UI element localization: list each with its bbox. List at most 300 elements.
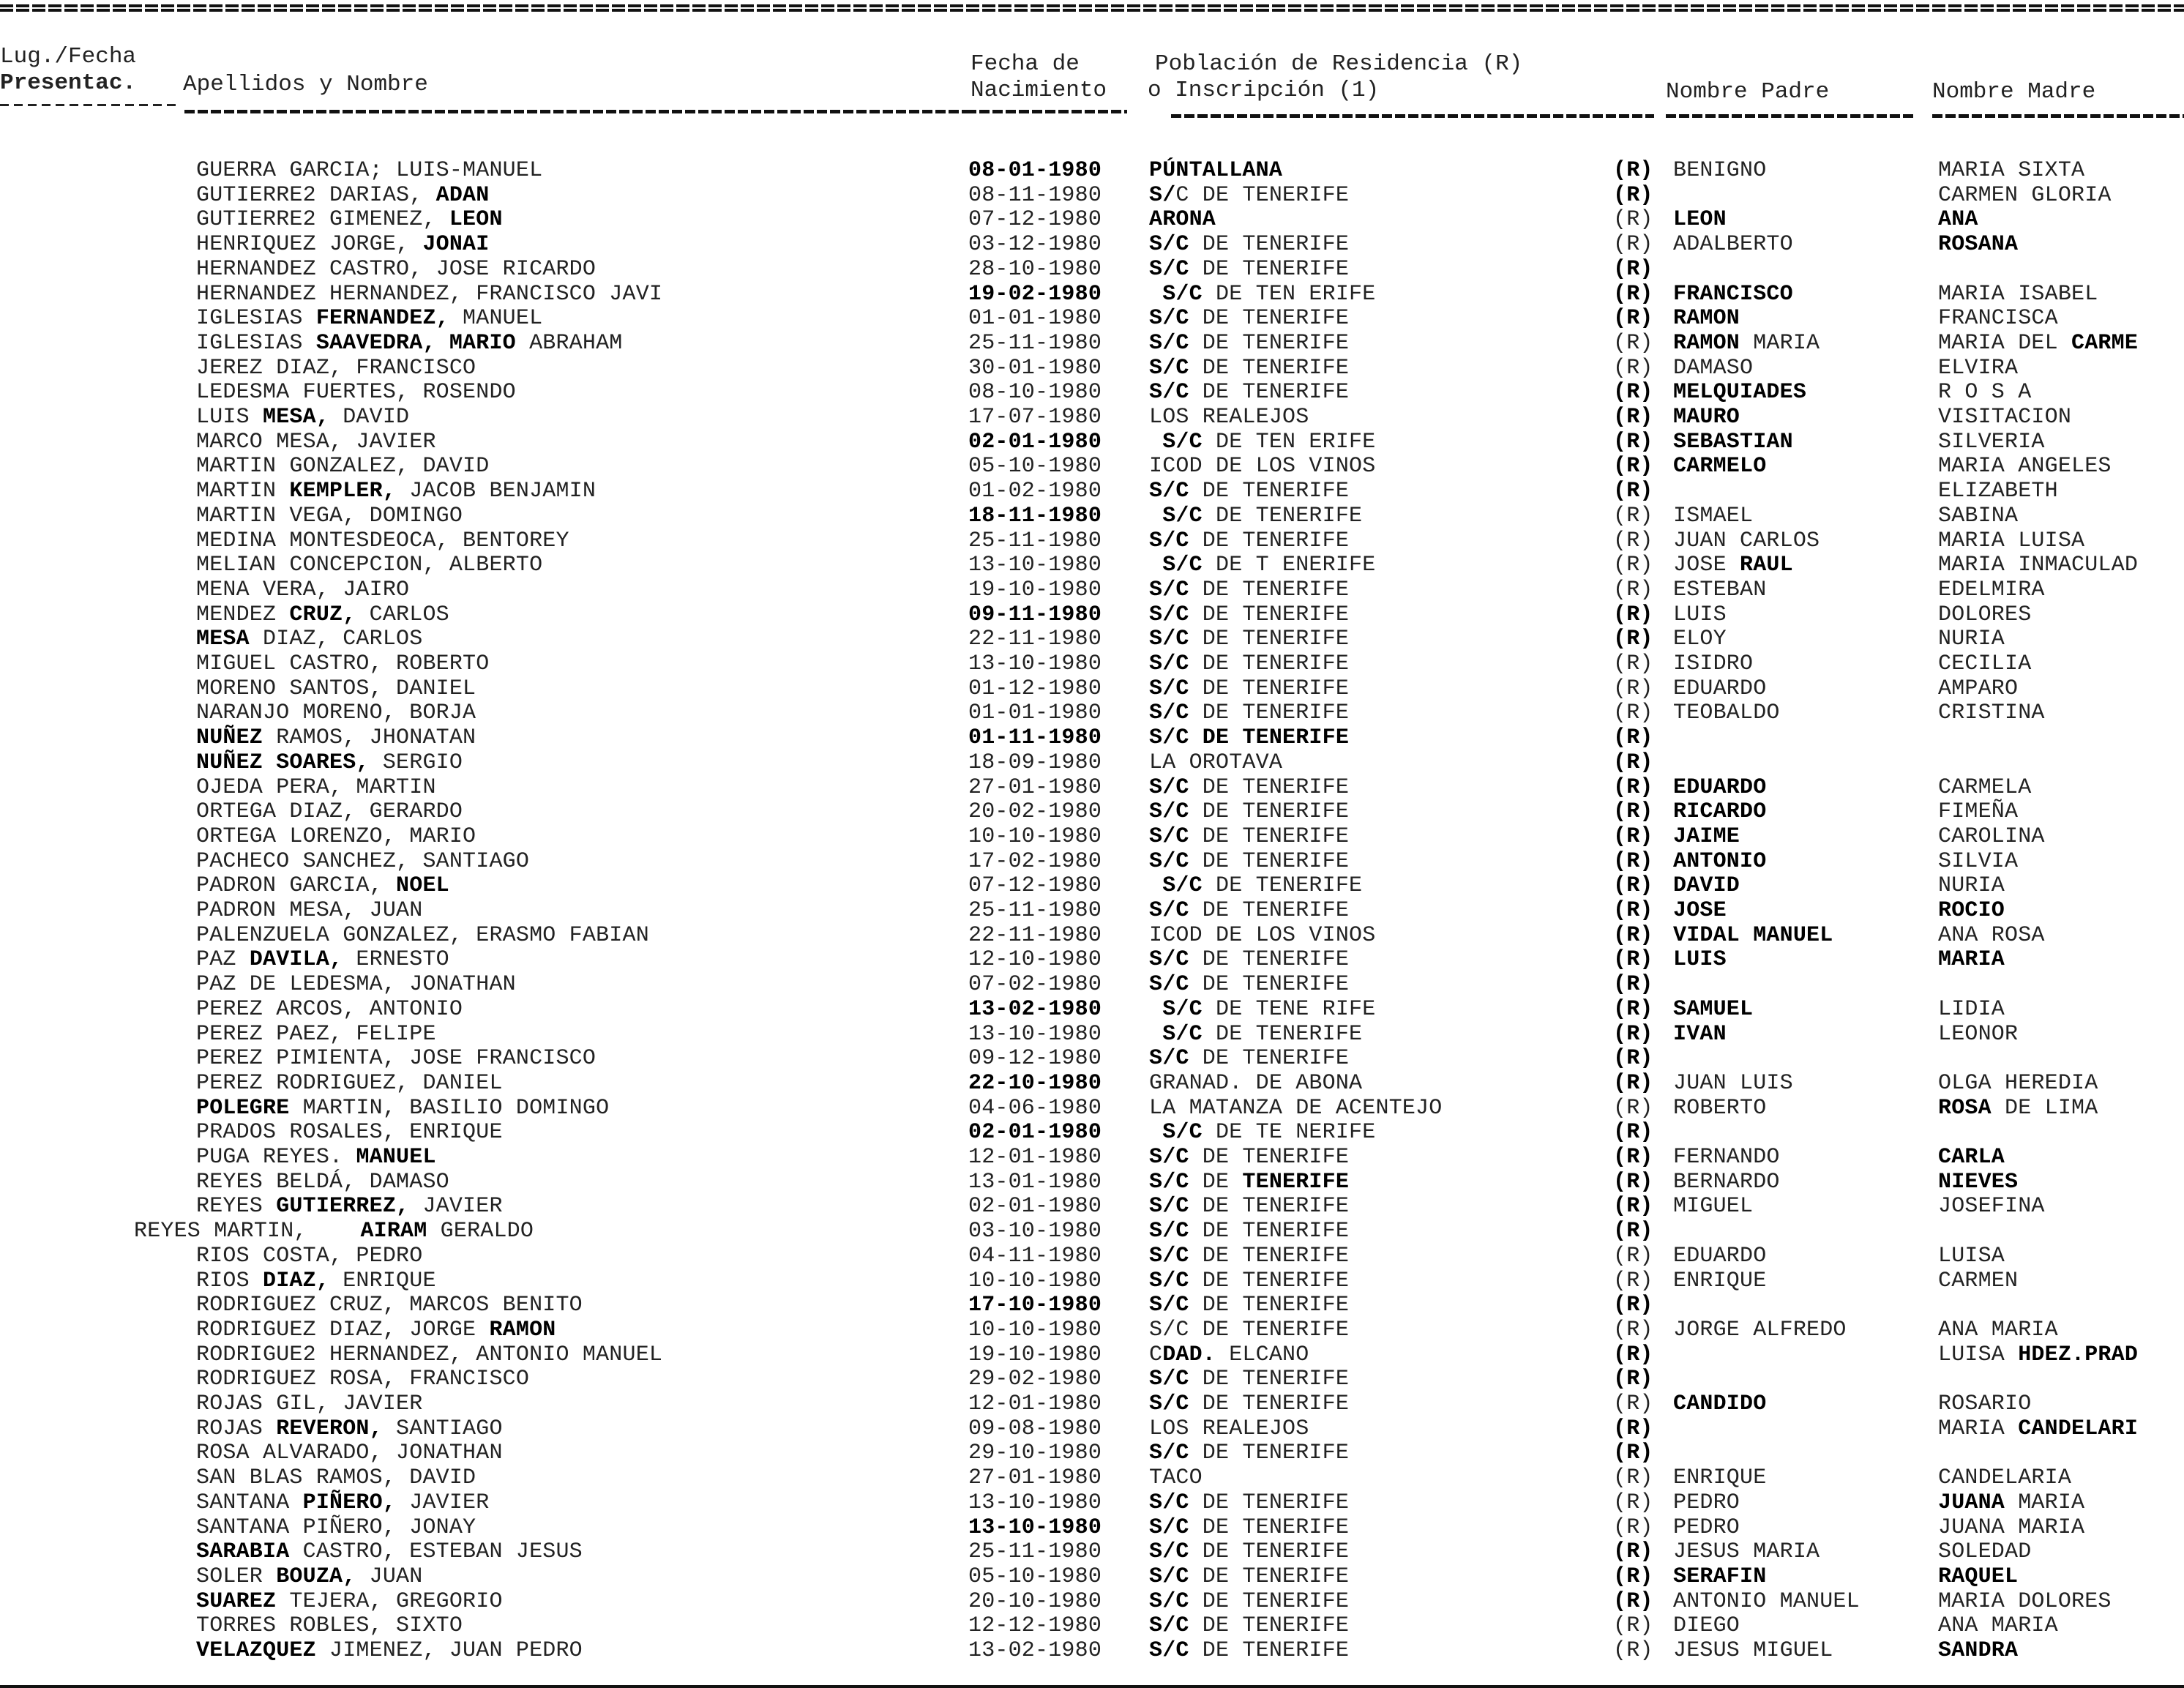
table-row: [0, 529, 2184, 553]
header-presentac: Presentac.: [0, 70, 137, 96]
birth-date: 25-11-1980: [968, 1539, 1102, 1565]
table-row: [0, 1539, 2184, 1564]
table-row: [0, 1589, 2184, 1614]
residence-place: S/C DE TENERIFE: [1149, 972, 1350, 998]
person-name: ORTEGA LORENZO, MARIO: [196, 824, 476, 849]
father-name: ENRIQUE: [1673, 1465, 1767, 1491]
father-name: LUIS: [1673, 602, 1727, 627]
birth-date: 25-11-1980: [968, 330, 1102, 356]
person-name: PRADOS ROSALES, ENRIQUE: [196, 1120, 503, 1146]
mother-name: R O S A: [1938, 380, 2032, 406]
person-name: PADRON GARCIA, NOEL: [196, 873, 449, 899]
residence-marker: (R): [1613, 182, 1653, 208]
table-row: [0, 232, 2184, 257]
birth-date: 25-11-1980: [968, 528, 1102, 553]
birth-date: 03-10-1980: [968, 1219, 1102, 1244]
father-name: ANTONIO MANUEL: [1673, 1588, 1860, 1614]
mother-name: SABINA: [1938, 503, 2019, 529]
table-row: [0, 578, 2184, 602]
father-name: ADALBERTO: [1673, 232, 1793, 258]
residence-marker: (R): [1613, 1317, 1653, 1342]
residence-marker: (R): [1613, 1613, 1653, 1639]
father-name: VIDAL MANUEL: [1673, 922, 1833, 948]
residence-place: S/C DE TENERIFE: [1149, 651, 1350, 676]
residence-marker: (R): [1613, 454, 1653, 479]
birth-date: 07-12-1980: [968, 207, 1102, 233]
residence-place: S/C DE TENERIFE: [1149, 824, 1350, 849]
person-name: PEREZ PIMIENTA, JOSE FRANCISCO: [196, 1046, 597, 1072]
father-name: ROBERTO: [1673, 1095, 1767, 1121]
birth-date: 12-01-1980: [968, 1392, 1102, 1416]
person-name: HERNANDEZ HERNANDEZ, FRANCISCO JAVI: [196, 281, 663, 307]
mother-name: CARLA: [1938, 1145, 2005, 1170]
father-name: ESTEBAN: [1673, 577, 1767, 602]
residence-marker: (R): [1613, 1441, 1653, 1466]
person-name: RODRIGUEZ CRUZ, MARCOS BENITO: [196, 1293, 583, 1318]
residence-place: S/C DE TENERIFE: [1149, 1219, 1350, 1244]
birth-date: 29-02-1980: [968, 1367, 1102, 1392]
residence-place: S/C DE TENERIFE: [1149, 602, 1350, 627]
birth-date: 08-01-1980: [968, 158, 1102, 183]
table-row: [0, 257, 2184, 282]
residence-place: S/C DE TENERIFE: [1149, 1490, 1350, 1515]
person-name: SANTANA PIÑERO, JAVIER: [196, 1490, 490, 1515]
residence-place: S/C DE TENERIFE: [1149, 1194, 1350, 1220]
birth-date: 19-02-1980: [968, 281, 1102, 307]
residence-place: S/C DE TENERIFE: [1162, 873, 1363, 899]
residence-place: S/C DE TENERIFE: [1149, 1588, 1350, 1614]
table-row: [0, 1244, 2184, 1269]
residence-place: S/C DE TENERIFE: [1149, 1367, 1350, 1392]
person-name: MIGUEL CASTRO, ROBERTO: [196, 651, 490, 676]
table-row: [0, 183, 2184, 208]
person-name: PUGA REYES. MANUEL: [196, 1145, 436, 1170]
table-row: [0, 997, 2184, 1022]
residence-marker: (R): [1613, 1120, 1653, 1146]
birth-date: 02-01-1980: [968, 1120, 1102, 1146]
birth-date: 04-11-1980: [968, 1243, 1102, 1269]
residence-marker: (R): [1613, 330, 1653, 356]
person-name: MARCO MESA, JAVIER: [196, 429, 436, 455]
birth-date: 17-02-1980: [968, 848, 1102, 874]
residence-marker: (R): [1613, 1169, 1653, 1195]
residence-place: S/C DE TENERIFE: [1149, 1539, 1350, 1565]
birth-date: 17-07-1980: [968, 405, 1102, 430]
residence-place: S/C DE TENERIFE: [1149, 1145, 1350, 1170]
person-name: SARABIA CASTRO, ESTEBAN JESUS: [196, 1539, 583, 1565]
person-name: TORRES ROBLES, SIXTO: [196, 1613, 463, 1639]
birth-date: 10-10-1980: [968, 824, 1102, 849]
mother-name: MARIA: [1938, 947, 2005, 973]
residence-place: S/C DE TENERIFE: [1149, 1268, 1350, 1293]
mother-name: NIEVES: [1938, 1169, 2019, 1195]
residence-marker: (R): [1613, 1268, 1653, 1293]
table-row: [0, 1638, 2184, 1663]
father-name: BENIGNO: [1673, 158, 1767, 183]
mother-name: ANA: [1938, 207, 1978, 233]
residence-place: S/C DE TENERIFE: [1149, 1441, 1350, 1466]
father-name: FERNANDO: [1673, 1145, 1780, 1170]
header-nombre-madre: Nombre Madre: [1932, 79, 2096, 105]
residence-place: S/C DE TENERIFE: [1149, 898, 1350, 923]
father-name: ISIDRO: [1673, 651, 1754, 676]
residence-marker: (R): [1613, 651, 1653, 676]
table-row: [0, 1490, 2184, 1515]
mother-name: MARIA LUISA: [1938, 528, 2085, 553]
residence-place: S/C DE TENERIFE: [1149, 774, 1350, 800]
residence-marker: (R): [1613, 1392, 1653, 1416]
residence-marker: (R): [1613, 1070, 1653, 1096]
table-row: [0, 479, 2184, 504]
birth-date: 03-12-1980: [968, 232, 1102, 258]
person-name: MARTIN GONZALEZ, DAVID: [196, 454, 490, 479]
residence-place: S/C DE TENERIFE: [1149, 577, 1350, 602]
birth-date: 12-01-1980: [968, 1145, 1102, 1170]
residence-marker: (R): [1613, 701, 1653, 726]
residence-marker: (R): [1613, 429, 1653, 455]
residence-place: S/C DE TENERIFE: [1149, 1613, 1350, 1639]
table-row: [0, 873, 2184, 898]
person-name: NUÑEZ RAMOS, JHONATAN: [196, 725, 476, 751]
birth-date: 01-12-1980: [968, 676, 1102, 701]
residence-marker: (R): [1613, 774, 1653, 800]
residence-marker: (R): [1613, 528, 1653, 553]
residence-marker: (R): [1613, 627, 1653, 652]
header-underline-padre: [1666, 114, 1915, 118]
birth-date: 05-10-1980: [968, 1564, 1102, 1589]
residence-place: S/C DE TENERIFE: [1149, 725, 1350, 751]
birth-date: 17-10-1980: [968, 1293, 1102, 1318]
father-name: JESUS MARIA: [1673, 1539, 1820, 1565]
person-name: REYES MARTIN, AIRAM GERALDO: [134, 1219, 534, 1244]
father-name: EDUARDO: [1673, 676, 1767, 701]
birth-date: 07-02-1980: [968, 972, 1102, 998]
residence-marker: (R): [1613, 380, 1653, 406]
birth-date: 22-11-1980: [968, 627, 1102, 652]
person-name: MELIAN CONCEPCION, ALBERTO: [196, 553, 543, 578]
person-name: GUTIERRE2 DARIAS, ADAN: [196, 182, 490, 208]
person-name: REYES BELDÁ, DAMASO: [196, 1169, 449, 1195]
residence-place: LOS REALEJOS: [1149, 1416, 1309, 1441]
birth-date: 01-02-1980: [968, 479, 1102, 504]
person-name: PEREZ PAEZ, FELIPE: [196, 1021, 436, 1047]
person-name: PALENZUELA GONZALEZ, ERASMO FABIAN: [196, 922, 649, 948]
person-name: VELAZQUEZ JIMENEZ, JUAN PEDRO: [196, 1638, 583, 1663]
father-name: MIGUEL: [1673, 1194, 1754, 1220]
table-row: [0, 1564, 2184, 1589]
residence-marker: (R): [1613, 207, 1653, 233]
person-name: NUÑEZ SOARES, SERGIO: [196, 750, 463, 775]
mother-name: CARMEN: [1938, 1268, 2019, 1293]
table-row: [0, 1269, 2184, 1293]
residence-place: S/C DE TENERIFE: [1149, 848, 1350, 874]
birth-date: 13-02-1980: [968, 996, 1102, 1022]
father-name: JOSE: [1673, 898, 1727, 923]
father-name: CARMELO: [1673, 454, 1767, 479]
residence-place: ICOD DE LOS VINOS: [1149, 454, 1376, 479]
table-row: [0, 1515, 2184, 1540]
table-row: [0, 1145, 2184, 1170]
residence-place: S/C DE TENERIFE: [1149, 1317, 1350, 1342]
father-name: DIEGO: [1673, 1613, 1740, 1639]
table-row: [0, 799, 2184, 824]
residence-place: S/C DE TENERIFE: [1149, 627, 1350, 652]
header-apellidos-nombre: Apellidos y Nombre: [183, 72, 428, 97]
table-row: [0, 775, 2184, 800]
birth-date: 13-02-1980: [968, 1638, 1102, 1663]
father-name: ANTONIO: [1673, 848, 1767, 874]
birth-date: 13-10-1980: [968, 1021, 1102, 1047]
birth-date: 13-10-1980: [968, 1490, 1102, 1515]
residence-place: CDAD. ELCANO: [1149, 1342, 1309, 1367]
father-name: ENRIQUE: [1673, 1268, 1767, 1293]
birth-date: 01-11-1980: [968, 725, 1102, 751]
person-name: RODRIGUEZ DIAZ, JORGE RAMON: [196, 1317, 556, 1342]
residence-place: ARONA: [1149, 207, 1216, 233]
person-name: NARANJO MORENO, BORJA: [196, 701, 476, 726]
header-fecha-de: Fecha de: [971, 51, 1080, 77]
person-name: SANTANA PIÑERO, JONAY: [196, 1515, 476, 1540]
residence-place: S/C DE TENE RIFE: [1162, 996, 1376, 1022]
mother-name: ANA MARIA: [1938, 1613, 2058, 1639]
birth-date: 09-11-1980: [968, 602, 1102, 627]
person-name: LEDESMA FUERTES, ROSENDO: [196, 380, 516, 406]
birth-date: 09-08-1980: [968, 1416, 1102, 1441]
person-name: PACHECO SANCHEZ, SANTIAGO: [196, 848, 530, 874]
table-row: [0, 1613, 2184, 1638]
header-nacimiento: Nacimiento: [971, 78, 1107, 103]
person-name: SAN BLAS RAMOS, DAVID: [196, 1465, 476, 1491]
father-name: JESUS MIGUEL: [1673, 1638, 1833, 1663]
residence-marker: (R): [1613, 158, 1653, 183]
mother-name: FRANCISCA: [1938, 306, 2058, 332]
birth-date: 22-10-1980: [968, 1070, 1102, 1096]
mother-name: CARMEN GLORIA: [1938, 182, 2112, 208]
person-name: MARTIN KEMPLER, JACOB BENJAMIN: [196, 479, 597, 504]
residence-marker: (R): [1613, 479, 1653, 504]
table-row: [0, 1367, 2184, 1392]
residence-marker: (R): [1613, 1046, 1653, 1072]
person-name: OJEDA PERA, MARTIN: [196, 774, 436, 800]
father-name: EDUARDO: [1673, 1243, 1767, 1269]
header-underline-fecha: [966, 110, 1127, 113]
table-row: [0, 701, 2184, 725]
birth-date: 07-12-1980: [968, 873, 1102, 899]
residence-marker: (R): [1613, 355, 1653, 381]
mother-name: FIMEÑA: [1938, 799, 2019, 825]
header-nombre-padre: Nombre Padre: [1666, 79, 1830, 105]
table-row: [0, 207, 2184, 232]
table-row: [0, 750, 2184, 775]
person-name: POLEGRE MARTIN, BASILIO DOMINGO: [196, 1095, 610, 1121]
residence-marker: (R): [1613, 947, 1653, 973]
residence-marker: (R): [1613, 873, 1653, 899]
birth-date: 13-01-1980: [968, 1169, 1102, 1195]
residence-marker: (R): [1613, 1588, 1653, 1614]
residence-place: S/C DE TENERIFE: [1162, 503, 1363, 529]
birth-date: 01-01-1980: [968, 701, 1102, 726]
table-row: [0, 1170, 2184, 1195]
person-name: JEREZ DIAZ, FRANCISCO: [196, 355, 476, 381]
residence-place: S/C DE TENERIFE: [1149, 799, 1350, 825]
table-row: [0, 1441, 2184, 1465]
father-name: JOSE RAUL: [1673, 553, 1793, 578]
residence-marker: (R): [1613, 281, 1653, 307]
residence-marker: (R): [1613, 577, 1653, 602]
bottom-rule: [0, 1685, 2184, 1688]
table-row: [0, 158, 2184, 183]
mother-name: CARMELA: [1938, 774, 2032, 800]
table-row: [0, 627, 2184, 651]
header-underline-lug: [0, 104, 176, 106]
father-name: JAIME: [1673, 824, 1740, 849]
birth-date: 19-10-1980: [968, 1342, 1102, 1367]
table-row: [0, 430, 2184, 455]
residence-place: LOS REALEJOS: [1149, 405, 1309, 430]
table-row: [0, 972, 2184, 997]
table-row: [0, 504, 2184, 529]
birth-date: 13-10-1980: [968, 1515, 1102, 1540]
mother-name: CRISTINA: [1938, 701, 2045, 726]
person-name: MEDINA MONTESDEOCA, BENTOREY: [196, 528, 569, 553]
father-name: SEBASTIAN: [1673, 429, 1793, 455]
birth-date: 08-10-1980: [968, 380, 1102, 406]
person-name: SUAREZ TEJERA, GREGORIO: [196, 1588, 503, 1614]
mother-name: RAQUEL: [1938, 1564, 2019, 1589]
residence-marker: (R): [1613, 256, 1653, 282]
table-row: [0, 898, 2184, 923]
table-row: [0, 849, 2184, 874]
birth-date: 12-12-1980: [968, 1613, 1102, 1639]
mother-name: ELVIRA: [1938, 355, 2019, 381]
birth-date: 22-11-1980: [968, 922, 1102, 948]
residence-place: LA OROTAVA: [1149, 750, 1283, 775]
father-name: DAMASO: [1673, 355, 1754, 381]
father-name: RICARDO: [1673, 799, 1767, 825]
residence-marker: (R): [1613, 1416, 1653, 1441]
table-row: [0, 1416, 2184, 1441]
mother-name: MARIA DOLORES: [1938, 1588, 2112, 1614]
mother-name: ROCIO: [1938, 898, 2005, 923]
residence-marker: (R): [1613, 232, 1653, 258]
mother-name: MARIA ISABEL: [1938, 281, 2098, 307]
residence-place: LA MATANZA DE ACENTEJO: [1149, 1095, 1443, 1121]
mother-name: LIDIA: [1938, 996, 2005, 1022]
table-row: [0, 824, 2184, 849]
person-name: MENA VERA, JAIRO: [196, 577, 410, 602]
person-name: RIOS DIAZ, ENRIQUE: [196, 1268, 436, 1293]
person-name: PEREZ RODRIGUEZ, DANIEL: [196, 1070, 503, 1096]
mother-name: ROSARIO: [1938, 1392, 2032, 1416]
birth-date: 01-01-1980: [968, 306, 1102, 332]
table-row: [0, 602, 2184, 627]
father-name: TEOBALDO: [1673, 701, 1780, 726]
mother-name: SILVIA: [1938, 848, 2019, 874]
residence-marker: (R): [1613, 553, 1653, 578]
residence-marker: (R): [1613, 848, 1653, 874]
mother-name: JOSEFINA: [1938, 1194, 2045, 1220]
residence-place: S/C DE TENERIFE: [1149, 1638, 1350, 1663]
residence-marker: (R): [1613, 750, 1653, 775]
residence-place: S/C DE TEN ERIFE: [1162, 281, 1376, 307]
residence-marker: (R): [1613, 1095, 1653, 1121]
father-name: CANDIDO: [1673, 1392, 1767, 1416]
mother-name: ROSA DE LIMA: [1938, 1095, 2098, 1121]
residence-marker: (R): [1613, 676, 1653, 701]
father-name: BERNARDO: [1673, 1169, 1780, 1195]
residence-marker: (R): [1613, 1638, 1653, 1663]
birth-date: 18-09-1980: [968, 750, 1102, 775]
birth-date: 13-10-1980: [968, 553, 1102, 578]
birth-date: 09-12-1980: [968, 1046, 1102, 1072]
father-name: DAVID: [1673, 873, 1740, 899]
mother-name: JUANA MARIA: [1938, 1515, 2085, 1540]
residence-marker: (R): [1613, 1539, 1653, 1565]
father-name: RAMON: [1673, 306, 1740, 332]
table-row: [0, 454, 2184, 479]
mother-name: MARIA DEL CARME: [1938, 330, 2139, 356]
residence-place: S/C DE TENERIFE: [1149, 528, 1350, 553]
father-name: LUIS: [1673, 947, 1727, 973]
residence-marker: (R): [1613, 824, 1653, 849]
residence-place: ICOD DE LOS VINOS: [1149, 922, 1376, 948]
person-name: MORENO SANTOS, DANIEL: [196, 676, 476, 701]
father-name: JORGE ALFREDO: [1673, 1317, 1847, 1342]
person-name: MARTIN VEGA, DOMINGO: [196, 503, 463, 529]
mother-name: EDELMIRA: [1938, 577, 2045, 602]
residence-marker: (R): [1613, 306, 1653, 332]
residence-marker: (R): [1613, 996, 1653, 1022]
birth-date: 13-10-1980: [968, 651, 1102, 676]
table-row: [0, 1120, 2184, 1145]
birth-date: 10-10-1980: [968, 1268, 1102, 1293]
mother-name: ANA MARIA: [1938, 1317, 2058, 1342]
residence-marker: (R): [1613, 1145, 1653, 1170]
mother-name: CECILIA: [1938, 651, 2032, 676]
mother-name: ROSANA: [1938, 232, 2019, 258]
residence-place: S/C DE TEN ERIFE: [1162, 429, 1376, 455]
person-name: ROJAS REVERON, SANTIAGO: [196, 1416, 503, 1441]
table-row: [0, 725, 2184, 750]
mother-name: JUANA MARIA: [1938, 1490, 2085, 1515]
person-name: RIOS COSTA, PEDRO: [196, 1243, 423, 1269]
table-row: [0, 651, 2184, 676]
table-row: [0, 1392, 2184, 1416]
residence-place: S/C DE TENERIFE: [1149, 1293, 1350, 1318]
mother-name: LUISA: [1938, 1243, 2005, 1269]
father-name: LEON: [1673, 207, 1727, 233]
father-name: EDUARDO: [1673, 774, 1767, 800]
birth-date: 10-10-1980: [968, 1317, 1102, 1342]
residence-place: S/C DE TENERIFE: [1149, 1243, 1350, 1269]
birth-date: 28-10-1980: [968, 256, 1102, 282]
father-name: MELQUIADES: [1673, 380, 1807, 406]
table-row: [0, 1219, 2184, 1244]
header-underline-poblacion: [1171, 114, 1654, 118]
residence-place: S/C DE TENERIFE: [1149, 306, 1350, 332]
person-name: PEREZ ARCOS, ANTONIO: [196, 996, 463, 1022]
person-name: GUERRA GARCIA; LUIS-MANUEL: [196, 158, 543, 183]
table-row: [0, 1046, 2184, 1071]
mother-name: LEONOR: [1938, 1021, 2019, 1047]
person-name: PAZ DE LEDESMA, JONATHAN: [196, 972, 516, 998]
table-row: [0, 676, 2184, 701]
table-row: [0, 331, 2184, 356]
mother-name: ELIZABETH: [1938, 479, 2058, 504]
residence-place: S/C DE TENERIFE: [1149, 232, 1350, 258]
table-row: [0, 923, 2184, 948]
mother-name: MARIA SIXTA: [1938, 158, 2085, 183]
